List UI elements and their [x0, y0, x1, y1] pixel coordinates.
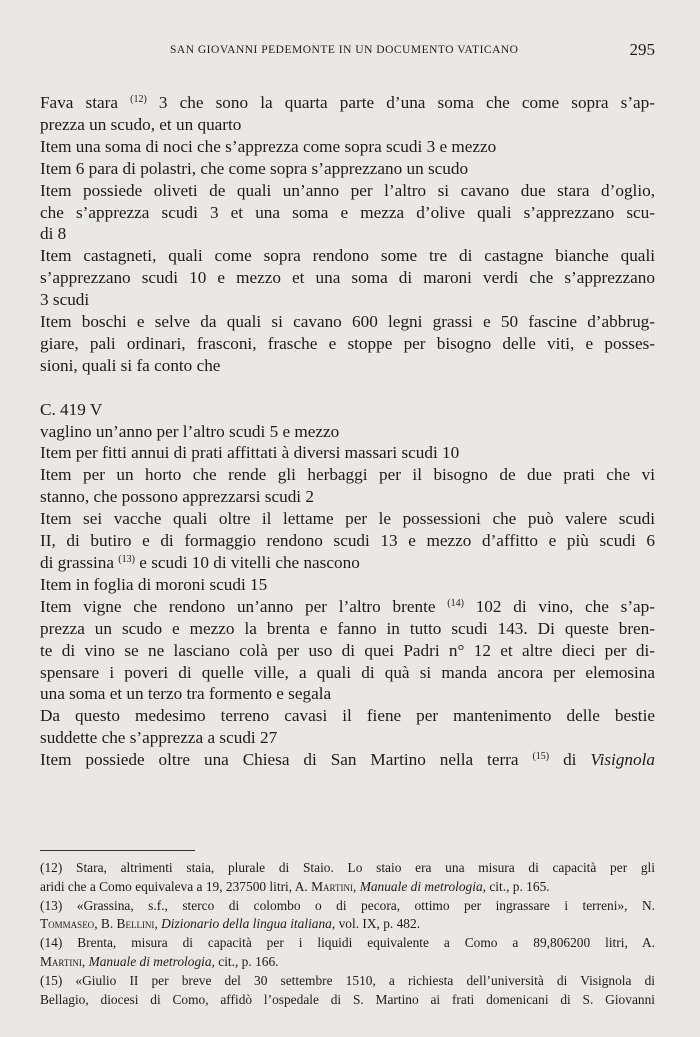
- text-line: s’apprezzano scudi 10 e mezzo et una soma di maroni verdi che s’apprezzano: [40, 268, 655, 288]
- text-line: Item per un horto che rende gli herbaggi per il bisogno de due prati che vi: [40, 465, 655, 485]
- footnote-14: (14) Brenta, misura di capacità per i liquidi equivalente a Como a 89,806200 litri, A.: [40, 935, 655, 951]
- text-line: Item sei vacche quali oltre il lettame per le possessioni che può valere scudi: [40, 509, 655, 529]
- text-line: spensare i poveri di quelle ville, a quali di quà si manda ancora per elemosina: [40, 662, 655, 682]
- text-line: stanno, che possono apprezzarsi scudi 2: [40, 487, 314, 507]
- running-title: SAN GIOVANNI PEDEMONTE IN UN DOCUMENTO VATICANO: [170, 44, 519, 56]
- text-line: Item una soma di noci che s’apprezza come sopra scudi 3 e mezzo: [40, 136, 497, 156]
- text-line: sioni, quali si fa conto che: [40, 355, 221, 375]
- footnote-12: (12) Stara, altrimenti staia, plurale di Staio. Lo staio era una misura di capacità per gli: [40, 860, 655, 875]
- footnote-line: Martini, Manuale di metrologia, cit., p. 166.: [40, 953, 279, 969]
- text-line: Item possiede oliveti de quali un’anno per l’altro si cavano due stara d’oglio,: [40, 180, 655, 200]
- text-line: Item vigne che rendono un’anno per l’altro brente $^{(14)}$ 102 di vino, che s’ap-: [40, 596, 655, 616]
- footnotes: [40, 859, 655, 1009]
- footnote-line: Bellagio, diocesi di Como, affidò l’ospedale di S. Martino ai frati domenicani di S. Giovanni: [40, 991, 655, 1007]
- footnote-ref[interactable]: (13): [118, 554, 135, 566]
- section-heading: C. 419 V: [40, 399, 103, 419]
- text-line: te di vino se ne lasciano colà per uso di quei Padri n° 12 et altre dieci per di-: [40, 640, 655, 660]
- text-line: Fava stara $^{(12)}$ 3 che sono la quarta parte d’una soma che come sopra s’ap-: [40, 93, 655, 112]
- text-line: Item in foglia di moroni scudi 15: [40, 574, 268, 594]
- text-line: Item castagneti, quali come sopra rendono some tre di castagne bianche quali: [40, 246, 655, 266]
- text-line: II, di butiro e di formaggio rendono scudi 13 e mezzo d’affitto e più scudi 6: [40, 531, 655, 551]
- text-line: giare, pali ordinari, frasconi, frasche e stoppe per bisogno delle viti, e posses-: [40, 333, 655, 353]
- footnote-ref[interactable]: (12): [130, 94, 147, 105]
- text-line: suddette che s’apprezza a scudi 27: [40, 728, 278, 748]
- footnote-ref[interactable]: (15): [532, 751, 550, 763]
- text-line: Da questo medesimo terreno cavasi il fiene per mantenimento delle bestie: [40, 706, 655, 726]
- paragraph-gap: [40, 377, 655, 399]
- text-line: vaglino un’anno per l’altro scudi 5 e mezzo: [40, 421, 340, 441]
- footnote-13: (13) «Grassina, s.f., sterco di colombo o di pecora, ottimo per ingrassare i terreni», N.: [40, 897, 655, 913]
- text-line: Item boschi e selve da quali si cavano 600 legni grassi e 50 fascine d’abbrug-: [40, 312, 655, 332]
- text-line: 3 scudi: [40, 290, 90, 310]
- text-line: prezza un scudo e mezzo la brenta e fanno in tutto scudi 143. Di queste bren-: [40, 618, 655, 638]
- text-line: Item possiede oltre una Chiesa di San Martino nella terra $^{(15)}$ di Visignola: [40, 750, 655, 770]
- footnote-line: Tommaseo, B. Bellini, Dizionario della lingua italiana, vol. IX, p. 482.: [40, 916, 421, 932]
- text-line: Item per fitti annui di prati affittati à diversi massari scudi 10: [40, 443, 460, 463]
- text-line: Item 6 para di polastri, che come sopra s’apprezzano un scudo: [40, 158, 469, 178]
- text-line: di 8: [40, 224, 67, 244]
- page-header: [40, 40, 655, 64]
- footnote-15: (15) «Giulio II per breve del 30 settembre 1510, a richiesta dell’università di Visignola di: [40, 972, 655, 988]
- footnote-divider: [40, 850, 195, 851]
- text-line: prezza un scudo, et un quarto: [40, 114, 242, 134]
- text-line: una soma et un terzo tra formento e segala: [40, 684, 332, 704]
- text-line: che s’apprezza scudi 3 et una soma e mezza d’olive quali s’apprezzano scu-: [40, 202, 655, 222]
- text-line: di grassina $^{(13)}$ e scudi 10 di vitelli che nascono: [40, 553, 360, 573]
- footnote-line: aridi che a Como equivaleva a 19, 237500 litri, A. Martini, Manuale di metrologia, cit., p. 165.: [40, 878, 550, 894]
- body-text: [40, 92, 655, 771]
- page-number: 295: [629, 40, 655, 59]
- footnote-ref[interactable]: (14): [447, 597, 464, 609]
